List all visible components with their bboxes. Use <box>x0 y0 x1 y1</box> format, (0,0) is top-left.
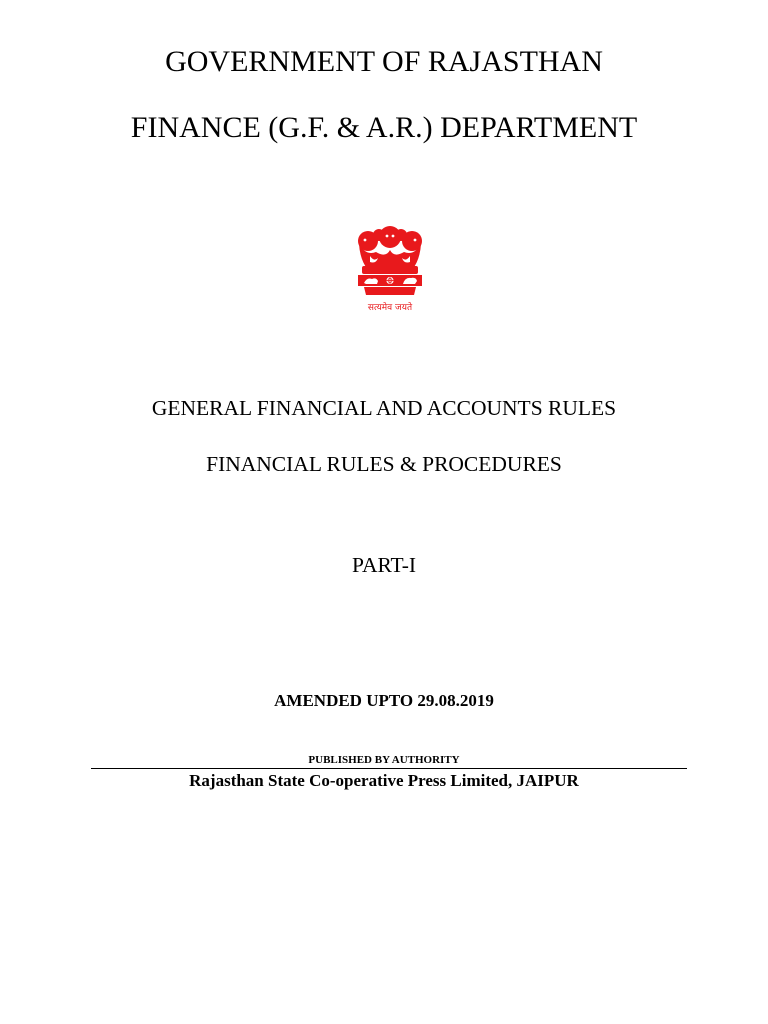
divider-rule <box>91 768 687 769</box>
rules-title: GENERAL FINANCIAL AND ACCOUNTS RULES <box>151 396 617 420</box>
state-emblem <box>354 226 426 318</box>
amended-date: AMENDED UPTO 29.08.2019 <box>274 691 494 710</box>
press-name: Rajasthan State Co-operative Press Limited, JAIPUR <box>189 771 579 790</box>
government-heading: GOVERNMENT OF RAJASTHAN <box>165 45 603 78</box>
department-heading: FINANCE (G.F. & A.R.) DEPARTMENT <box>130 111 638 144</box>
emblem-icon <box>354 226 426 318</box>
published-by-authority: PUBLISHED BY AUTHORITY <box>308 754 460 766</box>
part-label: PART-I <box>351 553 417 577</box>
emblem-motto: सत्यमेव जयते <box>367 303 413 313</box>
procedures-subtitle: FINANCIAL RULES & PROCEDURES <box>206 452 562 476</box>
